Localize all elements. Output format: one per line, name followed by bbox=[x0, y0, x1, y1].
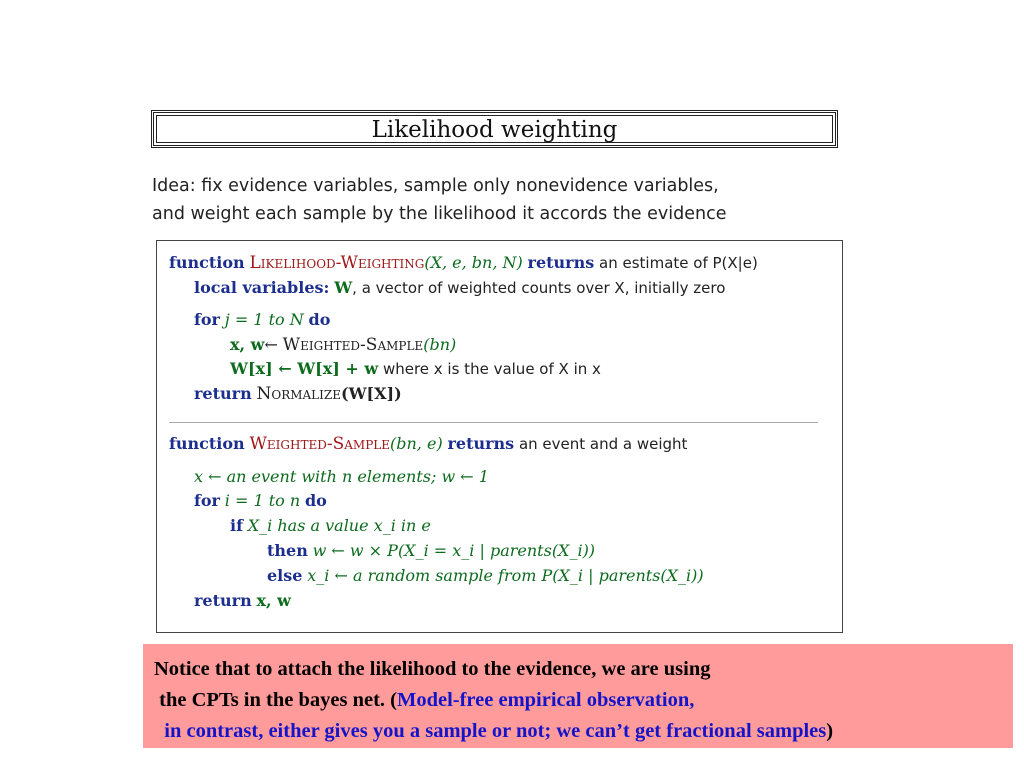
note-line-3-a: in contrast, either gives you a sample or not; we can’t get fractional samples bbox=[154, 720, 827, 742]
update-line bbox=[230, 359, 601, 378]
kw-if: if bbox=[230, 516, 243, 535]
algorithm-box bbox=[156, 240, 843, 633]
assign1-args: (bn) bbox=[423, 335, 457, 354]
kw-return: return bbox=[194, 384, 252, 403]
init-line bbox=[194, 467, 489, 486]
kw-function-2: function bbox=[169, 434, 245, 453]
fn2-args: (bn, e) bbox=[390, 434, 443, 453]
note-box bbox=[143, 644, 1013, 748]
kw-local: local variables: bbox=[194, 278, 330, 297]
for2-line bbox=[194, 491, 327, 510]
local-vars-line bbox=[194, 278, 725, 297]
return1-line bbox=[194, 384, 402, 404]
for1-head: j = 1 to N bbox=[224, 310, 304, 329]
note-line-3 bbox=[154, 716, 1013, 747]
kw-for-2: for bbox=[194, 491, 220, 510]
fn1-returns-desc: an estimate of P(X|e) bbox=[599, 254, 758, 272]
return2-expr: x, w bbox=[256, 591, 291, 610]
idea-line-1: Idea: fix evidence variables, sample only nonevidence variables, bbox=[152, 176, 719, 196]
if-line bbox=[230, 516, 431, 535]
return1-args: (W[X]) bbox=[341, 384, 402, 403]
kw-returns: returns bbox=[527, 253, 595, 272]
kw-for: for bbox=[194, 310, 220, 329]
kw-return-2: return bbox=[194, 591, 252, 610]
else-expr: x_i ← a random sample from P(X_i | parents(X_i)) bbox=[307, 566, 704, 585]
return2-line bbox=[194, 591, 291, 610]
update-desc: where x is the value of X in x bbox=[382, 360, 601, 378]
return1-fn: Normalize bbox=[256, 384, 341, 404]
if-cond: X_i has a value x_i in e bbox=[247, 516, 431, 535]
note-line-2-a: the CPTs in the bayes net. ( bbox=[154, 689, 397, 711]
kw-then: then bbox=[267, 541, 308, 560]
then-line bbox=[267, 541, 595, 560]
note-line-1: Notice that to attach the likelihood to the evidence, we are using bbox=[154, 658, 711, 680]
fn1-header bbox=[169, 253, 758, 273]
fn2-name: Weighted-Sample bbox=[249, 434, 391, 454]
idea-line-2: and weight each sample by the likelihood it accords the evidence bbox=[152, 204, 727, 224]
idea-text bbox=[152, 172, 792, 228]
slide-title: Likelihood weighting bbox=[371, 117, 618, 143]
for1-line bbox=[194, 310, 330, 329]
title-box bbox=[151, 110, 838, 148]
assign1-line: x, w← Weighted-Sample(bn) bbox=[230, 335, 457, 355]
else-line bbox=[267, 566, 704, 585]
note-line-2-b: Model-free empirical observation, bbox=[396, 689, 695, 711]
kw-do: do bbox=[308, 310, 331, 329]
then-expr: w ← w × P(X_i = x_i | parents(X_i)) bbox=[312, 541, 596, 560]
kw-returns-2: returns bbox=[447, 434, 515, 453]
fn1-name: Likelihood-Weighting bbox=[249, 253, 425, 273]
kw-do-2: do bbox=[304, 491, 327, 510]
fn2-returns-desc: an event and a weight bbox=[518, 435, 688, 453]
kw-else: else bbox=[267, 566, 303, 585]
assign1-lhs: x, w bbox=[230, 335, 265, 354]
divider bbox=[169, 422, 818, 423]
fn2-header bbox=[169, 434, 687, 454]
update-expr: W[x] ← W[x] + w bbox=[230, 359, 379, 378]
fn1-args: (X, e, bn, N) bbox=[424, 253, 523, 272]
local-var: W bbox=[334, 278, 353, 297]
assign1-fn: Weighted-Sample bbox=[282, 335, 424, 355]
note-line-3-b: ) bbox=[826, 720, 834, 742]
local-desc: , a vector of weighted counts over X, initially zero bbox=[352, 279, 726, 297]
note-line-2 bbox=[154, 685, 1013, 716]
kw-function: function bbox=[169, 253, 245, 272]
init-expr: x ← an event with n elements; w ← 1 bbox=[194, 467, 489, 486]
for2-head: i = 1 to n bbox=[224, 491, 301, 510]
